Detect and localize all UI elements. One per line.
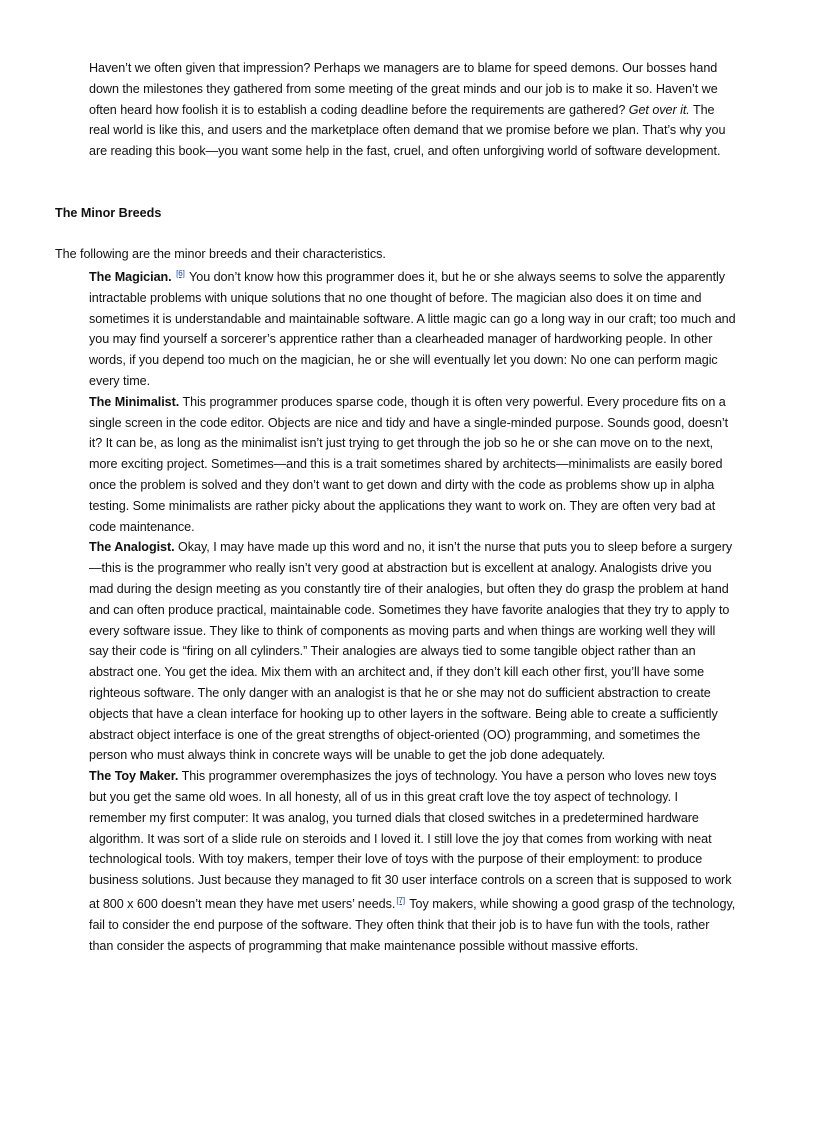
breed-term: The Magician. (89, 270, 172, 284)
section-heading: The Minor Breeds (55, 206, 162, 220)
intro-text-end: The real world is like this, and users and the marketplace often demand that we promise before we plan. That’s why you are reading this book—you want some help in the fast, cruel, and often unforgiving world of software development. (89, 102, 726, 159)
breed-term: The Analogist. (89, 540, 175, 555)
intro-emphasis: Get over it. (628, 102, 690, 117)
breed-entry-toy-maker (89, 766, 737, 956)
breed-term: The Toy Maker. (89, 769, 179, 784)
breed-list (89, 264, 737, 956)
intro-text-start: Haven’t we often given that impression? Perhaps we managers are to blame for speed demons. Our bosses hand down the milestones they gathered from some meeting of the great minds and our job is to make it so. Haven’t we often heard how foolish it is to establish a coding deadline before the requirements are gathered? (89, 61, 718, 117)
breed-term: The Minimalist. (89, 394, 180, 409)
breed-description: Okay, I may have made up this word and no, it isn’t the nurse that puts you to sleep before a surgery—this is the programmer who really isn’t very good at abstraction but is excellent at analogy. Analogists drive you mad during the design meeting as you constantly tire of their analogies, but often they do grasp the problem at hand and can often produce practical, maintainable code. Sometimes they have favorite analogies that they try to apply to every software issue. They like to think of components as moving parts and when things are working well they will say their code is “firing on all cylinders.” Their analogies are always tied to some tangible object rather than an abstract one. You get the idea. Mix them with an architect and, if they don’t kill each other first, you’ll have some righteous software. The only danger with an analogist is that he or she may not do sufficient abstraction to create objects that have a clean interface for hooking up to other layers in the software. Being able to create a sufficiently abstract object interface is one of the great strengths of object-oriented (OO) programming, and sometimes the person who must always think in concrete ways will be unable to get the job done adequately. (89, 540, 733, 763)
footnote-link[interactable]: [7] (396, 895, 406, 905)
breed-description: This programmer overemphasizes the joys of technology. You have a person who loves new toys but you get the same old woes. In all honesty, all of us in this great craft love the toy aspect of technology. I remember my first computer: It was analog, you turned dials that closed switches in a predetermined hardware algorithm. It was sort of a slide rule on steroids and I loved it. I still love the joy that comes from working with neat technological tools. With toy makers, temper their love of toys with the purpose of their employment: to produce business solutions. Just because they managed to fit 30 user interface controls on a screen that is supposed to work at 800 x 600 doesn’t mean they have met users’ needs. (89, 769, 732, 911)
breed-description: You don’t know how this programmer does it, but he or she always seems to solve the apparently intractable problems with unique solutions that no one thought of before. The magician also does it on time and sometimes it is understandable and maintainable software. A little magic can go a long way in our craft; too much and you may find yourself a sorcerer’s apprentice rather than a clearheaded manager of hardworking people. In other words, if you depend too much on the magician, he or she will eventually let you down: No one can perform magic every time. (89, 270, 736, 388)
section-lead: The following are the minor breeds and their characteristics. (55, 247, 386, 261)
intro-paragraph (89, 58, 729, 162)
breed-entry-analogist (89, 537, 737, 766)
breed-entry-magician (89, 264, 737, 392)
breed-entry-minimalist (89, 392, 737, 538)
breed-description-continued: Toy makers, while showing a good grasp of the technology, fail to consider the end purpose of the software. They often think that their job is to have fun with the tools, rather than consider the aspects of programming that make maintenance possible without massive efforts. (89, 896, 736, 953)
footnote-link[interactable]: [6] (176, 269, 185, 278)
breed-description: This programmer produces sparse code, though it is often very powerful. Every procedure fits on a single screen in the code editor. Objects are nice and tidy and have a single-minded purpose. Sounds good, doesn’t it? It can be, as long as the minimalist isn’t just trying to get through the job so he or she can move on to the next, more exciting project. Sometimes—and this is a trait sometimes shared by architects—minimalists are easily bored once the problem is solved and they don’t want to get down and dirty with the code as problems show up in alpha testing. Some minimalists are rather picky about the applications they want to work on. They are often very bad at code maintenance. (89, 394, 729, 534)
